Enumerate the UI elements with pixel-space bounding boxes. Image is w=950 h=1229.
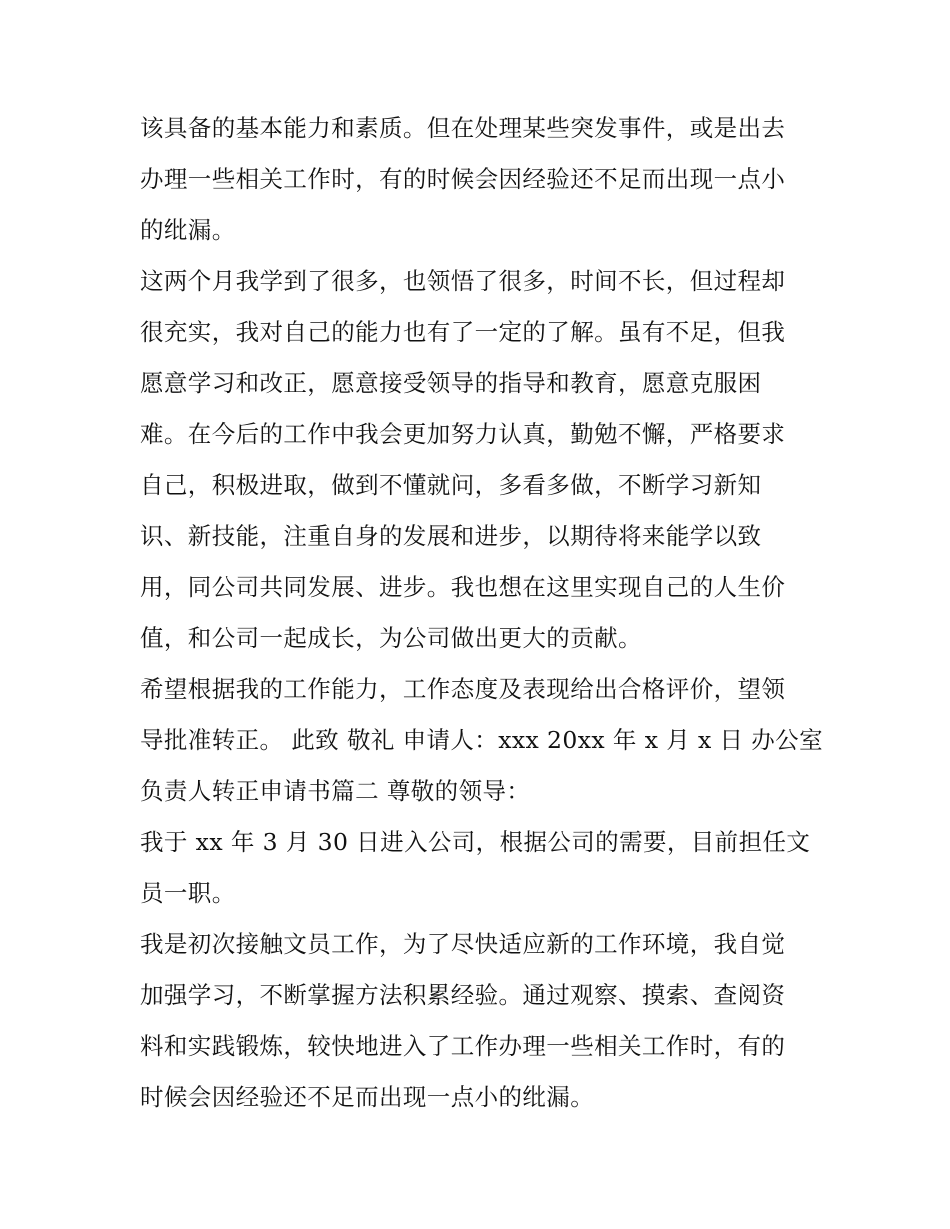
text-line: 这两个月我学到了很多，也领悟了很多，时间不长，但过程却 bbox=[140, 267, 786, 295]
text-line: 员一职。 bbox=[140, 879, 236, 907]
text-line: 我是初次接触文员工作，为了尽快适应新的工作环境，我自觉 bbox=[140, 930, 786, 958]
text-line: 希望根据我的工作能力，工作态度及表现给出合格评价，望领 bbox=[140, 675, 786, 703]
body-text bbox=[140, 103, 823, 1123]
text-line: 的纰漏。 bbox=[140, 216, 236, 244]
text-line: 自己，积极进取，做到不懂就问，多看多做，不断学习新知 bbox=[140, 471, 762, 499]
text-line: 该具备的基本能力和素质。但在处理某些突发事件，或是出去 bbox=[140, 114, 786, 142]
text-line: 料和实践锻炼，较快地进入了工作办理一些相关工作时，有的 bbox=[140, 1032, 786, 1060]
text-line: 难。在今后的工作中我会更加努力认真，勤勉不懈，严格要求 bbox=[140, 420, 786, 448]
text-line: 很充实，我对自己的能力也有了一定的了解。虽有不足，但我 bbox=[140, 318, 786, 346]
text-line: 愿意学习和改正，愿意接受领导的指导和教育，愿意克服困 bbox=[140, 369, 762, 397]
text-line: 用，同公司共同发展、进步。我也想在这里实现自己的人生价 bbox=[140, 573, 786, 601]
text-line: 我于 xx 年 3 月 30 日进入公司，根据公司的需要，目前担任文 bbox=[140, 828, 811, 856]
text-line: 导批准转正。 此致 敬礼 申请人：xxx 20xx 年 x 月 x 日 办公室 bbox=[140, 726, 823, 754]
text-line: 负责人转正申请书篇二 尊敬的领导： bbox=[140, 777, 531, 805]
text-line: 值，和公司一起成长，为公司做出更大的贡献。 bbox=[140, 624, 642, 652]
text-line: 办理一些相关工作时，有的时候会因经验还不足而出现一点小 bbox=[140, 165, 786, 193]
text-line: 识、新技能，注重自身的发展和进步，以期待将来能学以致 bbox=[140, 522, 762, 550]
text-line: 时候会因经验还不足而出现一点小的纰漏。 bbox=[140, 1083, 595, 1111]
text-line: 加强学习，不断掌握方法积累经验。通过观察、摸索、查阅资 bbox=[140, 981, 786, 1009]
